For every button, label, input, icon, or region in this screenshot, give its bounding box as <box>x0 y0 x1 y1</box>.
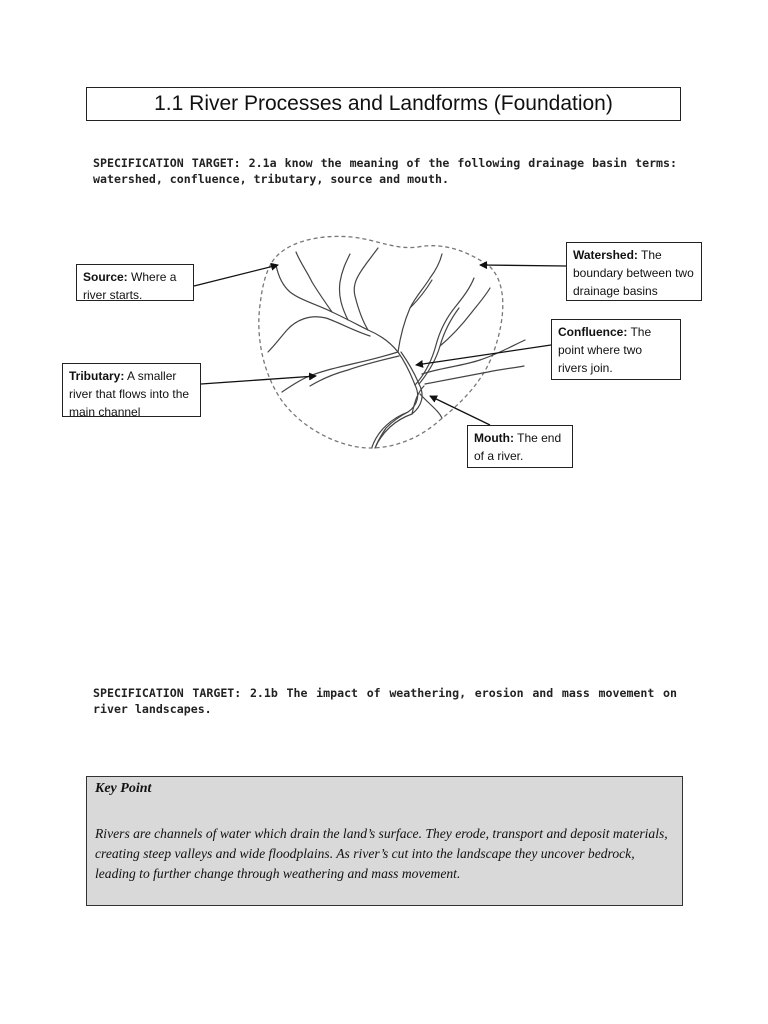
river-network <box>268 248 525 448</box>
key-point-text: Rivers are channels of water which drain the land’s surface. They erode, transport and deposit materials, creating steep valleys and wide floodplains. As river’s cut into the landscape they uncover bedrock, leading to further change through weathering and mass movement. <box>95 826 668 881</box>
label-tributary <box>62 363 201 417</box>
label-source-definition: Where a river starts. <box>83 270 177 301</box>
label-mouth-term: Mouth: <box>474 431 514 445</box>
label-mouth <box>467 425 573 468</box>
specification-target-1: SPECIFICATION TARGET: 2.1a know the meaning of the following drainage basin terms: watershed, confluence, tributary, source and mouth. <box>93 156 677 186</box>
watershed-boundary <box>259 236 503 448</box>
key-point-heading: Key Point <box>95 781 152 796</box>
specification-target-2: SPECIFICATION TARGET: 2.1b The impact of weathering, erosion and mass movement on river landscapes. <box>93 686 677 716</box>
arrow-source <box>194 265 278 286</box>
page-title-text: 1.1 River Processes and Landforms (Foundation) <box>154 92 613 115</box>
label-source <box>76 264 194 301</box>
label-arrows <box>194 265 566 425</box>
label-watershed-definition: The boundary between two drainage basins <box>573 248 694 298</box>
label-confluence-definition: The point where two rivers join. <box>558 325 652 375</box>
label-confluence <box>551 319 681 380</box>
label-confluence-term: Confluence: <box>558 325 628 339</box>
key-point-box <box>86 776 683 906</box>
arrow-watershed <box>480 265 566 266</box>
label-watershed <box>566 242 702 301</box>
label-mouth-definition: The end of a river. <box>474 431 562 463</box>
label-source-term: Source: <box>83 270 128 284</box>
label-tributary-term: Tributary: <box>69 369 125 383</box>
label-watershed-term: Watershed: <box>573 248 638 262</box>
arrow-tributary <box>201 376 316 384</box>
label-tributary-definition: A smaller river that flows into the main channel <box>69 369 190 417</box>
